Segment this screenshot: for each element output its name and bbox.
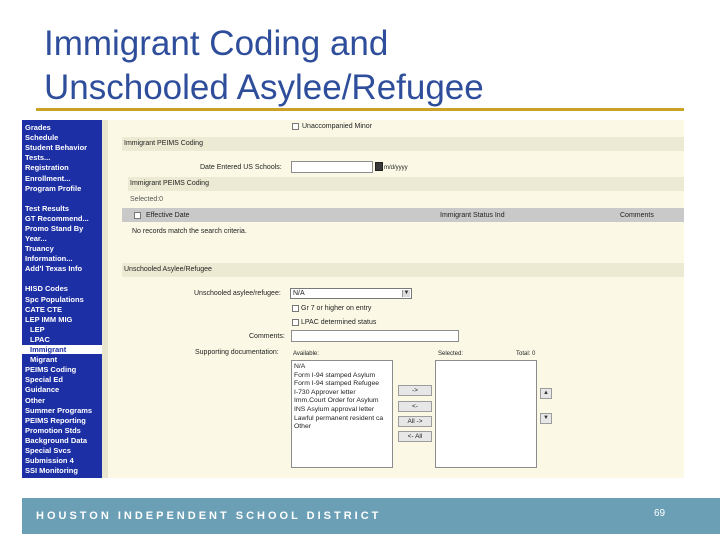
sidebar-item-spc-populations[interactable]: Spc Populations (25, 294, 84, 304)
screenshot-panel (22, 120, 684, 478)
date-entered-label: Date Entered US Schools: (200, 164, 282, 171)
unaccompanied-minor-checkbox[interactable] (292, 123, 299, 130)
grid-header (122, 208, 684, 222)
sidebar-item-other[interactable]: Other (25, 395, 46, 405)
sidebar-item-hisd-codes[interactable]: HISD Codes (25, 284, 68, 294)
available-label: Available: (293, 351, 319, 357)
sidebar-item-student-behavior[interactable]: Student Behavior (25, 143, 88, 153)
unschooled-select[interactable] (290, 288, 412, 299)
supporting-doc-label: Supporting documentation: (195, 349, 279, 356)
available-option[interactable]: Lawful permanent resident ca (294, 414, 384, 422)
sidebar-item-registration[interactable]: Registration (25, 163, 69, 173)
subsection-immigrant-peims: Immigrant PEIMS Coding (128, 177, 684, 191)
sidebar-item-background-data[interactable]: Background Data (25, 435, 88, 445)
sidebar-item-enrollment[interactable]: Enrollment... (25, 173, 71, 183)
available-option[interactable]: Form I-94 stamped Refugee (294, 380, 380, 388)
sidebar-item-peims-reporting[interactable]: PEIMS Reporting (25, 415, 86, 425)
sidebar-item-submission-4[interactable]: Submission 4 (25, 456, 74, 466)
available-option[interactable]: N/A (294, 363, 306, 370)
remove-all-button[interactable]: <- All (398, 431, 432, 442)
add-button[interactable]: -> (398, 385, 432, 396)
section-immigrant-peims: Immigrant PEIMS Coding (122, 137, 684, 151)
chevron-down-icon: ▼ (403, 290, 410, 296)
sidebar-item-lep[interactable]: LEP (30, 324, 45, 334)
available-option[interactable]: Imm.Court Order for Asylum (294, 397, 379, 405)
sidebar-nav (22, 120, 102, 478)
sidebar-item-grades[interactable]: Grades (25, 123, 51, 132)
sidebar-item-special-svcs[interactable]: Special Svcs (25, 446, 71, 455)
available-listbox[interactable] (291, 360, 393, 468)
sidebar-item-year[interactable]: Year... (25, 234, 47, 243)
sidebar-item-migrant[interactable]: Migrant (30, 355, 58, 365)
add-all-button[interactable]: All -> (398, 416, 432, 427)
unschooled-select-value: N/A (293, 290, 305, 297)
no-records-message: No records match the search criteria. (132, 228, 247, 235)
footer-bar (22, 498, 720, 534)
title-underline (36, 108, 684, 111)
gr7-checkbox[interactable] (292, 305, 299, 312)
comments-input[interactable] (291, 330, 459, 342)
sidebar-item-special-ed[interactable]: Special Ed (25, 375, 63, 385)
date-entered-input[interactable] (291, 161, 373, 173)
slide-title (44, 22, 684, 110)
sidebar-item-add-l-texas-info[interactable]: Add'l Texas Info (25, 264, 83, 274)
available-option[interactable]: INS Asylum approval letter (294, 406, 375, 413)
sidebar-item-peims-coding[interactable]: PEIMS Coding (25, 365, 77, 375)
slide-title-line1: Immigrant Coding and (44, 24, 389, 63)
comments-label: Comments: (249, 333, 285, 340)
total-label: Total: 0 (516, 351, 536, 357)
sidebar-item-immigrant[interactable]: Immigrant (22, 345, 102, 354)
move-down-icon[interactable]: ▼ (540, 413, 552, 424)
sidebar-item-information[interactable]: Information... (25, 254, 73, 264)
sidebar-item-promo-stand-by[interactable]: Promo Stand By (25, 223, 84, 233)
unschooled-label: Unschooled asylee/refugee: (194, 290, 281, 297)
column-comments[interactable]: Comments (620, 212, 654, 219)
move-up-icon[interactable]: ▲ (540, 388, 552, 399)
sidebar-item-test-results[interactable]: Test Results (25, 203, 70, 213)
select-all-checkbox[interactable] (134, 212, 141, 219)
form-content (108, 120, 684, 478)
gr7-label: Gr 7 or higher on entry (301, 305, 372, 312)
sidebar-item-guidance[interactable]: Guidance (25, 385, 60, 395)
selected-count: Selected:0 (130, 196, 164, 203)
unaccompanied-minor-label: Unaccompanied Minor (302, 123, 373, 130)
sidebar-item-tests[interactable]: Tests... (25, 153, 51, 163)
sidebar-item-lep-imm-mig[interactable]: LEP IMM MIG (25, 314, 73, 324)
selected-listbox[interactable] (435, 360, 537, 468)
section-unschooled: Unschooled Asylee/Refugee (122, 263, 684, 277)
footer-district-name: HOUSTON INDEPENDENT SCHOOL DISTRICT (36, 510, 382, 522)
sidebar-item-lpac[interactable]: LPAC (30, 334, 50, 344)
sidebar-item-cate-cte[interactable]: CATE CTE (25, 304, 62, 314)
sidebar-item-program-profile[interactable]: Program Profile (25, 183, 82, 193)
sidebar-item-ssi-monitoring[interactable]: SSI Monitoring (25, 466, 78, 476)
available-option[interactable]: Other (294, 423, 311, 431)
column-effective-date[interactable]: Effective Date (146, 212, 190, 219)
remove-button[interactable]: <- (398, 401, 432, 412)
page-number: 69 (654, 508, 666, 519)
lpac-label: LPAC determined status (301, 319, 377, 326)
selected-label: Selected: (438, 351, 464, 357)
sidebar-item-schedule[interactable]: Schedule (25, 133, 59, 143)
available-option[interactable]: Form I-94 stamped Asylum (294, 371, 376, 379)
sidebar-item-summer-programs[interactable]: Summer Programs (25, 405, 93, 415)
sidebar-item-gt-recommend[interactable]: GT Recommend... (25, 213, 89, 223)
slide-title-line2: Unschooled Asylee/Refugee (44, 68, 484, 107)
column-immigrant-status[interactable]: Immigrant Status Ind (440, 212, 505, 219)
sidebar-item-truancy[interactable]: Truancy (25, 244, 54, 254)
available-option[interactable]: I-730 Approver letter (294, 388, 356, 396)
lpac-checkbox[interactable] (292, 319, 299, 326)
date-format-hint: m/d/yyyy (384, 165, 408, 171)
sidebar-item-promotion-stds[interactable]: Promotion Stds (25, 425, 81, 435)
calendar-icon[interactable] (375, 162, 383, 171)
